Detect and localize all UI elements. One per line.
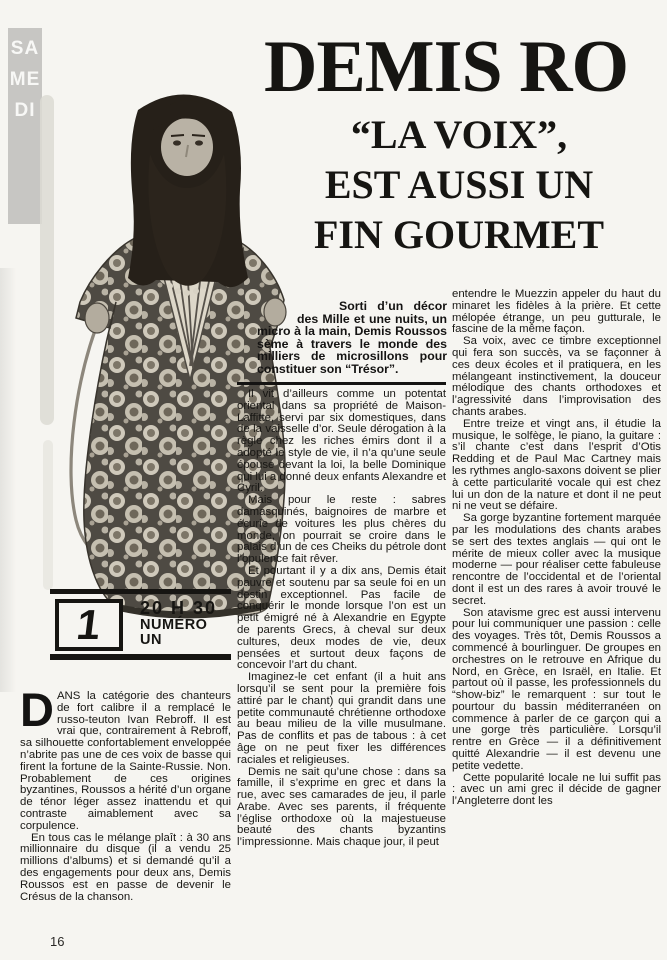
eye: [173, 140, 181, 145]
article-paragraph: Mais pour le reste : sabres damasquinés, baignoires de marbre et écurie de voitures les plus chères du monde, on pourrait se croire dans le palais d’un de ces Cheiks du pétrole dont l’opulence fait rêver.: [237, 494, 446, 566]
eye: [195, 140, 203, 145]
program-label: NUMÉRO UN: [140, 617, 208, 648]
intro-wrap-spacer: [257, 312, 297, 324]
headline-subtitle-line1: “LA VOIX”,: [350, 112, 568, 157]
day-banner: SAMEDI: [8, 28, 42, 224]
article-paragraph: Demis ne sait qu’une chose : dans sa famille, il s’exprime en grec et dans la rue, avec ses camarades de jeu, il parle Arabe. Avec ses parents, il fréquente l’église orthodoxe où la majestueuse beauté des chants byzantins l’impressionne. Mais chaque jour, il peut: [237, 765, 446, 849]
article-paragraph: Sa voix, avec ce timbre exceptionnel qui fera son succès, va se façonner à ces deux écoles et il pratiquera, en les mélangeant instinctivement, la douceur mélodique des chants orthodoxes et l’agressivité dans l’improvisation des chants arabes.: [452, 335, 661, 418]
photo-background-remnant: [40, 95, 54, 425]
article-paragraph: Son atavisme grec est aussi intervenu pour lui communiquer une passion : celle des voyages. Très tôt, Demis Roussos a commencé à bourlinguer. De groupes en orchestres on le retrouve en Afrique du Nord, en Grèce, en Israël, en Italie. Et partout où il passe, les professionnels du “show-biz” le remarquent : sur tout le pourtour du bassin méditerranéen on commence à parler de ce garçon qui a une gorge très particulière. Lorsqu’il rentre en Grèce — il a définitivement quitté Alexandrie — il est devenu une petite vedette.: [452, 606, 661, 772]
broadcast-time: 20 H 30: [140, 598, 218, 618]
program-rule-top: [50, 589, 231, 594]
article-paragraph: Cette popularité locale ne lui suffit pas : avec un ami grec il décide de gagner l’Angleterre dont les: [452, 771, 661, 808]
article-column-middle: [237, 389, 446, 849]
channel-box: [55, 599, 123, 651]
intro-paragraph: [257, 300, 447, 376]
article-paragraph: Sa gorge byzantine fortement marquée par les modulations des chants arabes se sert des textes anglais — qui ont le mérite de mieux coller avec la musique moderne — pour réaliser cette fabuleuse rencontre de l’occidental et de l’oriental dont il est un des rares à avoir trouvé le secret.: [452, 512, 661, 607]
divider-rule: [237, 382, 446, 385]
intro-wrap-spacer: [257, 300, 339, 312]
scan-edge-strip: [0, 268, 16, 692]
page-number: 16: [50, 934, 65, 949]
headline-subtitle-line2: EST AUSSI UN: [324, 162, 594, 207]
article-column-right: [452, 289, 661, 808]
photo-background-remnant: [43, 440, 53, 590]
drop-cap: D: [20, 683, 54, 736]
article-paragraph-text: ANS la catégorie des chanteurs de fort calibre il a remplacé le russo-teuton Ivan Rebroff. Il est vrai que, contrairement à Rebroff, sa silhouette confortablement enveloppée n’abrite pas une de ces voix de basse qui firent la fortune de la Sainte-Russie. Non. Probablement de ces origines byzantines, Roussos a hérité d’un organe de ténor léger assez inattendu et qui contraste aimablement avec sa corpulence.: [20, 690, 231, 832]
channel-number: 1: [74, 601, 104, 648]
article-paragraph: En tous cas le mélange plaît : à 30 ans millionnaire du disque (il a vendu 25 millions d’albums) et si demandé qu’il a des engagements pour deux ans, Demis Roussos est en passe de devenir le Crésus de la chanson.: [20, 831, 231, 903]
program-slot-info: [140, 598, 250, 648]
article-paragraph: Entre treize et vingt ans, il étudie la musique, le solfège, le piano, la guitare : s’il chante c’est dans l’esprit d’Otis Redding et de Paul Mac Cartney mais les rythmes anglo-saxons doivent se plier à cette particularité vocale qui est chez lui un don de la nature et dont il ne peut ni ne veut se défaire.: [452, 417, 661, 513]
headline-subtitle-line3: FIN GOURMET: [314, 212, 604, 257]
article-paragraph: Et pourtant il y a dix ans, Demis était pauvre et soutenu par sa seule foi en un destin exceptionnel. Pas facile de conquérir le monde lorsque l’on est un petit émigré né à Alexandrie en Egypte de parents Grecs, à cheval sur deux cultures, deux modes de vie, deux pensées et surtout deux façons de concevoir l’art du chant.: [237, 564, 446, 672]
intro-text: Sorti d’un décor des Mille et une nuits, un micro à la main, Demis Roussos sème à travers le monde des milliers de microsillons pour constituer son “Trésor”.: [257, 299, 447, 376]
hand: [85, 303, 109, 333]
headline-title: DEMIS RO: [264, 26, 629, 108]
program-rule-bottom: [50, 654, 231, 660]
headline-subtitle: [258, 110, 660, 260]
article-paragraph: [20, 683, 231, 833]
article-column-left: [20, 683, 231, 903]
article-paragraph: entendre le Muezzin appeler du haut du minaret les fidèles à la prière. Et cette mélopée étrange, un peu gutturale, le fascine de la même façon.: [452, 288, 661, 336]
article-paragraph: Imaginez-le cet enfant (il a huit ans lorsqu’il se sent pour la première fois attiré par le chant) qui grandit dans une petite communauté chrétienne orthodoxe au beau milieu de la ville musulmane. Pas de conflits et pas de tabous : à cet âge on ne peut fixer les différences raciales et religieuses.: [237, 671, 446, 766]
article-paragraph: Il vit d’ailleurs comme un potentat oriental dans sa propriété de Maison-Laffitte, servi par six domestiques, dans de la vaisselle d’or. Seule dérogation à la règle chez les riches émirs dont il a adopté le style de vie, il n’a qu’une seule épouse devant la loi, la belle Dominique qui lui a donné deux enfants Alexandre et Cyril.: [237, 388, 446, 495]
